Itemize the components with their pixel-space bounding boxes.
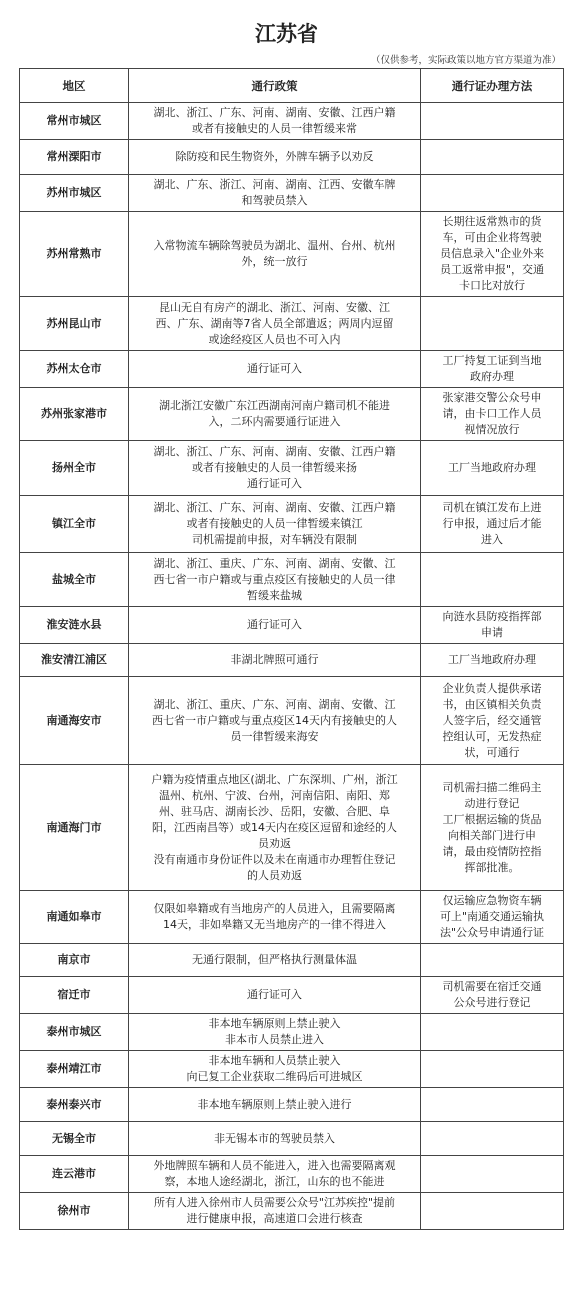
policy-cell: 外地牌照车辆和人员不能进入，进入也需要隔离观 察，本地人途经湖北，浙江，山东的也不能进 xyxy=(129,1156,421,1193)
policy-table xyxy=(19,68,564,1230)
table-header-row xyxy=(20,69,564,103)
policy-cell: 通行证可入 xyxy=(129,607,421,644)
table-row xyxy=(20,441,564,496)
pass-method-cell xyxy=(421,175,564,212)
policy-cell: 非湖北牌照可通行 xyxy=(129,644,421,677)
table-row xyxy=(20,977,564,1014)
region-cell: 无锡全市 xyxy=(20,1122,129,1156)
region-cell: 苏州昆山市 xyxy=(20,297,129,351)
pass-method-cell: 长期往返常熟市的货 车，可由企业将驾驶 员信息录入"企业外来 员工返常申报"，交通 卡口比对放行 xyxy=(421,212,564,297)
pass-method-cell: 司机在镇江发布上进 行申报，通过后才能 进入 xyxy=(421,496,564,553)
policy-cell: 非本地车辆原则上禁止驶入进行 xyxy=(129,1088,421,1122)
policy-cell: 通行证可入 xyxy=(129,977,421,1014)
region-cell: 苏州市城区 xyxy=(20,175,129,212)
pass-method-cell xyxy=(421,297,564,351)
table-row xyxy=(20,1088,564,1122)
header-method: 通行证办理方法 xyxy=(421,69,564,103)
pass-method-cell: 工厂当地政府办理 xyxy=(421,441,564,496)
policy-cell: 户籍为疫情重点地区(湖北、广东深圳、广州，浙江 温州、杭州、宁波、台州，河南信阳、南阳、郑 州、驻马店、湖南长沙、岳阳，安徽、合肥、阜 阳，江西南昌等）或14天内在疫区逗留和途经的人 员劝返 没有南通市身份证件以及未在南通市办理暂住登记 的人员劝返 xyxy=(129,765,421,891)
policy-cell: 非本地车辆原则上禁止驶入 非本市人员禁止进入 xyxy=(129,1014,421,1051)
disclaimer-note: （仅供参考，实际政策以地方官方渠道为准） xyxy=(370,55,561,66)
pass-method-cell: 司机需要在宿迁交通 公众号进行登记 xyxy=(421,977,564,1014)
region-cell: 宿迁市 xyxy=(20,977,129,1014)
table-row xyxy=(20,297,564,351)
policy-cell: 除防疫和民生物资外，外牌车辆予以劝反 xyxy=(129,140,421,175)
region-cell: 南通海安市 xyxy=(20,677,129,765)
table-row xyxy=(20,1051,564,1088)
pass-method-cell xyxy=(421,140,564,175)
pass-method-cell xyxy=(421,1122,564,1156)
region-cell: 常州溧阳市 xyxy=(20,140,129,175)
policy-cell: 仅限如皋籍或有当地房产的人员进入，且需要隔离 14天，非如皋籍又无当地房产的一律不得进入 xyxy=(129,891,421,944)
policy-cell: 湖北、浙江、重庆、广东、河南、湖南、安徽、江 西七省一市户籍或与重点疫区14天内有接触史的人 员一律暂缓来海安 xyxy=(129,677,421,765)
pass-method-cell: 向涟水县防疫指挥部 申请 xyxy=(421,607,564,644)
policy-cell: 通行证可入 xyxy=(129,351,421,388)
region-cell: 淮安清江浦区 xyxy=(20,644,129,677)
pass-method-cell xyxy=(421,944,564,977)
region-cell: 徐州市 xyxy=(20,1193,129,1230)
pass-method-cell: 企业负责人提供承诺 书，由区镇相关负责 人签字后，经交通管 控组认可，无发热症 状，可通行 xyxy=(421,677,564,765)
policy-cell: 湖北、浙江、广东、河南、湖南、安徽、江西户籍 或者有接触史的人员一律暂缓来镇江 司机需提前申报，对车辆没有限制 xyxy=(129,496,421,553)
region-cell: 常州市城区 xyxy=(20,103,129,140)
policy-cell: 无通行限制，但严格执行测量体温 xyxy=(129,944,421,977)
pass-method-cell xyxy=(421,1193,564,1230)
table-row xyxy=(20,351,564,388)
pass-method-cell xyxy=(421,1051,564,1088)
pass-method-cell: 仅运输应急物资车辆 可上"南通交通运输执 法"公众号申请通行证 xyxy=(421,891,564,944)
table-row xyxy=(20,1193,564,1230)
table-row xyxy=(20,103,564,140)
pass-method-cell xyxy=(421,1014,564,1051)
table-row xyxy=(20,212,564,297)
region-cell: 镇江全市 xyxy=(20,496,129,553)
region-cell: 盐城全市 xyxy=(20,553,129,607)
table-row xyxy=(20,1122,564,1156)
policy-cell: 昆山无自有房产的湖北、浙江、河南、安徽、江 西、广东、湖南等7省人员全部遣返；两周内逗留 或途经疫区人员也不可入内 xyxy=(129,297,421,351)
table-row xyxy=(20,607,564,644)
region-cell: 泰州靖江市 xyxy=(20,1051,129,1088)
table-row xyxy=(20,175,564,212)
header-region: 地区 xyxy=(20,69,129,103)
pass-method-cell xyxy=(421,1088,564,1122)
table-row xyxy=(20,765,564,891)
policy-cell: 湖北浙江安徽广东江西湖南河南户籍司机不能进 入，二环内需要通行证进入 xyxy=(129,388,421,441)
pass-method-cell: 工厂当地政府办理 xyxy=(421,644,564,677)
region-cell: 淮安涟水县 xyxy=(20,607,129,644)
pass-method-cell xyxy=(421,1156,564,1193)
policy-cell: 湖北、浙江、重庆、广东、河南、湖南、安徽、江 西七省一市户籍或与重点疫区有接触史的人员一律 暂缓来盐城 xyxy=(129,553,421,607)
policy-cell: 非无锡本市的驾驶员禁入 xyxy=(129,1122,421,1156)
pass-method-cell: 张家港交警公众号申 请，由卡口工作人员 视情况放行 xyxy=(421,388,564,441)
table-row xyxy=(20,1156,564,1193)
region-cell: 泰州市城区 xyxy=(20,1014,129,1051)
policy-cell: 湖北、广东、浙江、河南、湖南、江西、安徽车牌 和驾驶员禁入 xyxy=(129,175,421,212)
region-cell: 泰州泰兴市 xyxy=(20,1088,129,1122)
table-row xyxy=(20,891,564,944)
region-cell: 苏州常熟市 xyxy=(20,212,129,297)
region-cell: 苏州张家港市 xyxy=(20,388,129,441)
table-row xyxy=(20,553,564,607)
table-row xyxy=(20,677,564,765)
region-cell: 连云港市 xyxy=(20,1156,129,1193)
table-row xyxy=(20,644,564,677)
page-title: 江苏省 xyxy=(255,22,318,46)
pass-method-cell xyxy=(421,553,564,607)
header-policy: 通行政策 xyxy=(129,69,421,103)
region-cell: 扬州全市 xyxy=(20,441,129,496)
table-row xyxy=(20,1014,564,1051)
table-row xyxy=(20,944,564,977)
table-row xyxy=(20,388,564,441)
policy-cell: 湖北、浙江、广东、河南、湖南、安徽、江西户籍 或者有接触史的人员一律暂缓来扬 通行证可入 xyxy=(129,441,421,496)
region-cell: 南通如皋市 xyxy=(20,891,129,944)
pass-method-cell: 工厂持复工证到当地 政府办理 xyxy=(421,351,564,388)
pass-method-cell xyxy=(421,103,564,140)
region-cell: 南通海门市 xyxy=(20,765,129,891)
table-row xyxy=(20,140,564,175)
region-cell: 南京市 xyxy=(20,944,129,977)
region-cell: 苏州太仓市 xyxy=(20,351,129,388)
pass-method-cell: 司机需扫描二维码主 动进行登记 工厂根据运输的货品 向相关部门进行申 请，最由疫情防控指 挥部批准。 xyxy=(421,765,564,891)
table-row xyxy=(20,496,564,553)
policy-cell: 入常物流车辆除驾驶员为湖北、温州、台州、杭州 外，统一放行 xyxy=(129,212,421,297)
policy-cell: 非本地车辆和人员禁止驶入 向已复工企业获取二维码后可进城区 xyxy=(129,1051,421,1088)
policy-cell: 湖北、浙江、广东、河南、湖南、安徽、江西户籍 或者有接触史的人员一律暂缓来常 xyxy=(129,103,421,140)
policy-cell: 所有人进入徐州市人员需要公众号"江苏疾控"提前 进行健康申报，高速道口会进行核查 xyxy=(129,1193,421,1230)
